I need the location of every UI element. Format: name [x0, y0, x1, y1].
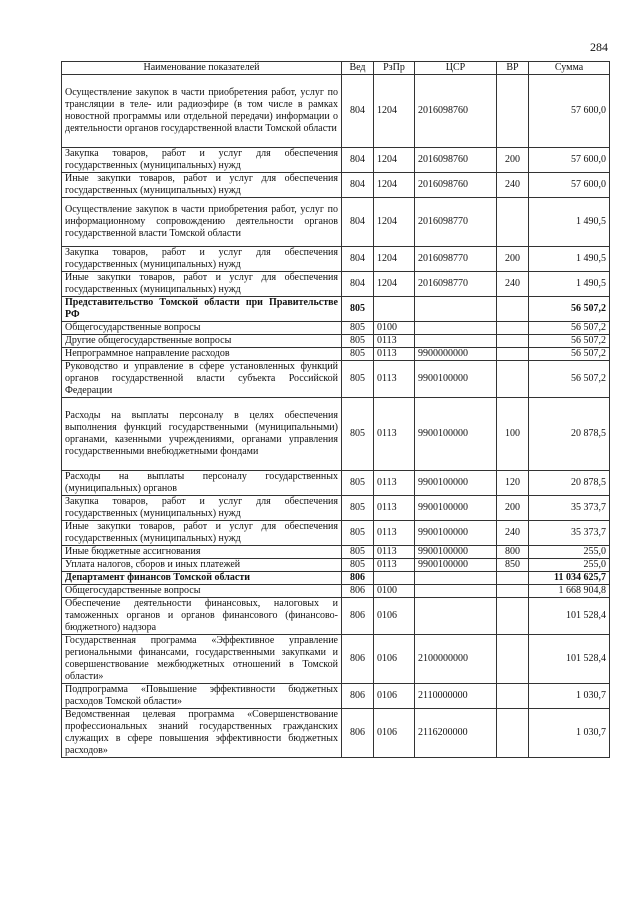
table-row — [62, 173, 610, 198]
row-rzpr: 0100 — [374, 322, 415, 335]
header-csr: ЦСР — [415, 62, 497, 75]
table-row — [62, 398, 610, 471]
row-csr — [415, 598, 497, 635]
row-name: Расходы на выплаты персоналу в целях обеспечения выполнения функций государственными (муниципальными) органами, казенными учреждениями, органами управления государственными внебюджетными фондами — [62, 398, 342, 471]
table-row — [62, 361, 610, 398]
row-ved: 805 — [342, 398, 374, 471]
row-vr — [497, 297, 529, 322]
row-ved: 805 — [342, 496, 374, 521]
row-sum: 35 373,7 — [529, 521, 610, 546]
row-vr: 200 — [497, 148, 529, 173]
row-name: Представительство Томской области при Правительстве РФ — [62, 297, 342, 322]
row-csr — [415, 335, 497, 348]
row-ved: 805 — [342, 546, 374, 559]
table-row — [62, 546, 610, 559]
row-name: Другие общегосударственные вопросы — [62, 335, 342, 348]
row-ved: 806 — [342, 684, 374, 709]
row-rzpr: 1204 — [374, 148, 415, 173]
row-rzpr: 0106 — [374, 709, 415, 758]
row-vr: 850 — [497, 559, 529, 572]
row-name: Ведомственная целевая программа «Совершенствование профессиональных знаний государственных гражданских служащих в сфере повышения эффективности бюджетных расходов» — [62, 709, 342, 758]
row-name: Осуществление закупок в части приобретения работ, услуг по информационному сопровождению деятельности органов государственной власти Томской области — [62, 198, 342, 247]
row-rzpr: 1204 — [374, 272, 415, 297]
page-number: 284 — [590, 40, 608, 54]
row-name: Иные бюджетные ассигнования — [62, 546, 342, 559]
row-csr: 9900100000 — [415, 361, 497, 398]
budget-table — [61, 61, 610, 758]
row-vr: 240 — [497, 521, 529, 546]
row-ved: 806 — [342, 572, 374, 585]
row-rzpr: 0106 — [374, 635, 415, 684]
row-csr: 2016098770 — [415, 272, 497, 297]
row-name: Иные закупки товаров, работ и услуг для обеспечения государственных (муниципальных) нужд — [62, 272, 342, 297]
table-row — [62, 635, 610, 684]
row-rzpr: 0113 — [374, 546, 415, 559]
row-name: Государственная программа «Эффективное управление региональными финансами, государственными закупками и совершенствование межбюджетных отношений в Томской области» — [62, 635, 342, 684]
row-sum: 1 490,5 — [529, 247, 610, 272]
row-rzpr: 0106 — [374, 598, 415, 635]
row-csr: 9900100000 — [415, 496, 497, 521]
table-row — [62, 572, 610, 585]
row-name: Уплата налогов, сборов и иных платежей — [62, 559, 342, 572]
row-csr: 2016098760 — [415, 173, 497, 198]
row-rzpr: 1204 — [374, 75, 415, 148]
header-name: Наименование показателей — [62, 62, 342, 75]
row-rzpr: 1204 — [374, 247, 415, 272]
row-sum: 56 507,2 — [529, 361, 610, 398]
row-vr: 800 — [497, 546, 529, 559]
row-name: Общегосударственные вопросы — [62, 322, 342, 335]
row-ved: 804 — [342, 272, 374, 297]
row-sum: 56 507,2 — [529, 348, 610, 361]
table-row — [62, 709, 610, 758]
row-sum: 1 030,7 — [529, 684, 610, 709]
row-name: Непрограммное направление расходов — [62, 348, 342, 361]
row-ved: 805 — [342, 361, 374, 398]
row-vr: 120 — [497, 471, 529, 496]
table-row — [62, 75, 610, 148]
row-csr: 2016098760 — [415, 75, 497, 148]
row-vr — [497, 585, 529, 598]
row-csr — [415, 322, 497, 335]
row-csr: 2110000000 — [415, 684, 497, 709]
row-rzpr: 0100 — [374, 585, 415, 598]
row-rzpr: 0113 — [374, 559, 415, 572]
table-body — [62, 75, 610, 758]
row-ved: 805 — [342, 297, 374, 322]
table-row — [62, 559, 610, 572]
row-name: Департамент финансов Томской области — [62, 572, 342, 585]
row-csr — [415, 585, 497, 598]
row-sum: 20 878,5 — [529, 471, 610, 496]
row-csr: 9900100000 — [415, 471, 497, 496]
row-name: Осуществление закупок в части приобретения работ, услуг по трансляции в теле- или радиоэфире (в том числе в рамках новостной программы или отдельной передачи) информации о деятельности органов государственной власти Томской области — [62, 75, 342, 148]
row-rzpr — [374, 297, 415, 322]
row-csr: 2016098770 — [415, 198, 497, 247]
row-rzpr: 0113 — [374, 361, 415, 398]
row-rzpr: 0106 — [374, 684, 415, 709]
row-ved: 804 — [342, 75, 374, 148]
row-ved: 805 — [342, 322, 374, 335]
row-vr: 200 — [497, 247, 529, 272]
table-row — [62, 247, 610, 272]
row-csr: 9900100000 — [415, 546, 497, 559]
row-vr — [497, 598, 529, 635]
row-vr — [497, 635, 529, 684]
row-csr: 2116200000 — [415, 709, 497, 758]
row-ved: 805 — [342, 521, 374, 546]
table-row — [62, 272, 610, 297]
row-name: Закупка товаров, работ и услуг для обеспечения государственных (муниципальных) нужд — [62, 247, 342, 272]
row-name: Общегосударственные вопросы — [62, 585, 342, 598]
row-ved: 804 — [342, 247, 374, 272]
row-rzpr — [374, 572, 415, 585]
row-sum: 1 490,5 — [529, 198, 610, 247]
row-name: Обеспечение деятельности финансовых, налоговых и таможенных органов и органов финансового (финансово-бюджетного) надзора — [62, 598, 342, 635]
row-csr — [415, 297, 497, 322]
row-sum: 57 600,0 — [529, 173, 610, 198]
row-rzpr: 0113 — [374, 471, 415, 496]
row-ved: 804 — [342, 198, 374, 247]
row-vr — [497, 572, 529, 585]
row-name: Иные закупки товаров, работ и услуг для обеспечения государственных (муниципальных) нужд — [62, 173, 342, 198]
row-vr: 240 — [497, 272, 529, 297]
row-rzpr: 1204 — [374, 198, 415, 247]
row-sum: 56 507,2 — [529, 335, 610, 348]
row-sum: 101 528,4 — [529, 635, 610, 684]
row-ved: 804 — [342, 148, 374, 173]
row-ved: 805 — [342, 559, 374, 572]
row-rzpr: 0113 — [374, 521, 415, 546]
table-row — [62, 198, 610, 247]
row-vr: 100 — [497, 398, 529, 471]
table-row — [62, 585, 610, 598]
row-sum: 57 600,0 — [529, 75, 610, 148]
row-vr — [497, 709, 529, 758]
row-rzpr: 0113 — [374, 496, 415, 521]
table-row — [62, 322, 610, 335]
row-sum: 1 668 904,8 — [529, 585, 610, 598]
table-row — [62, 684, 610, 709]
row-name: Закупка товаров, работ и услуг для обеспечения государственных (муниципальных) нужд — [62, 496, 342, 521]
row-ved: 805 — [342, 471, 374, 496]
row-csr: 9900000000 — [415, 348, 497, 361]
row-ved: 805 — [342, 348, 374, 361]
row-ved: 806 — [342, 709, 374, 758]
row-vr: 240 — [497, 173, 529, 198]
table-row — [62, 297, 610, 322]
row-ved: 806 — [342, 585, 374, 598]
row-csr: 2016098770 — [415, 247, 497, 272]
row-sum: 255,0 — [529, 546, 610, 559]
table-row — [62, 335, 610, 348]
row-rzpr: 0113 — [374, 398, 415, 471]
row-sum: 57 600,0 — [529, 148, 610, 173]
table-row — [62, 496, 610, 521]
row-name: Иные закупки товаров, работ и услуг для обеспечения государственных (муниципальных) нужд — [62, 521, 342, 546]
row-csr — [415, 572, 497, 585]
row-ved: 806 — [342, 635, 374, 684]
row-ved: 804 — [342, 173, 374, 198]
table-row — [62, 148, 610, 173]
row-ved: 805 — [342, 335, 374, 348]
row-sum: 255,0 — [529, 559, 610, 572]
row-sum: 56 507,2 — [529, 322, 610, 335]
row-vr: 200 — [497, 496, 529, 521]
row-sum: 1 030,7 — [529, 709, 610, 758]
header-ved: Вед — [342, 62, 374, 75]
row-name: Подпрограмма «Повышение эффективности бюджетных расходов Томской области» — [62, 684, 342, 709]
row-rzpr: 1204 — [374, 173, 415, 198]
row-sum: 20 878,5 — [529, 398, 610, 471]
row-sum: 11 034 625,7 — [529, 572, 610, 585]
row-ved: 806 — [342, 598, 374, 635]
table-row — [62, 521, 610, 546]
row-vr — [497, 335, 529, 348]
row-csr: 9900100000 — [415, 398, 497, 471]
table-row — [62, 598, 610, 635]
header-rzpr: РзПр — [374, 62, 415, 75]
row-sum: 56 507,2 — [529, 297, 610, 322]
row-name: Закупка товаров, работ и услуг для обеспечения государственных (муниципальных) нужд — [62, 148, 342, 173]
row-sum: 101 528,4 — [529, 598, 610, 635]
table-header-row — [62, 62, 610, 75]
row-csr: 9900100000 — [415, 559, 497, 572]
row-sum: 1 490,5 — [529, 272, 610, 297]
row-vr — [497, 198, 529, 247]
row-csr: 2016098760 — [415, 148, 497, 173]
row-vr — [497, 75, 529, 148]
table-row — [62, 471, 610, 496]
header-vr: ВР — [497, 62, 529, 75]
table-row — [62, 348, 610, 361]
row-vr — [497, 322, 529, 335]
row-csr: 9900100000 — [415, 521, 497, 546]
row-rzpr: 0113 — [374, 348, 415, 361]
row-vr — [497, 684, 529, 709]
row-csr: 2100000000 — [415, 635, 497, 684]
row-name: Расходы на выплаты персоналу государственных (муниципальных) органов — [62, 471, 342, 496]
header-sum: Сумма — [529, 62, 610, 75]
row-vr — [497, 348, 529, 361]
row-rzpr: 0113 — [374, 335, 415, 348]
row-name: Руководство и управление в сфере установленных функций органов государственной власти субъекта Российской Федерации — [62, 361, 342, 398]
row-vr — [497, 361, 529, 398]
row-sum: 35 373,7 — [529, 496, 610, 521]
